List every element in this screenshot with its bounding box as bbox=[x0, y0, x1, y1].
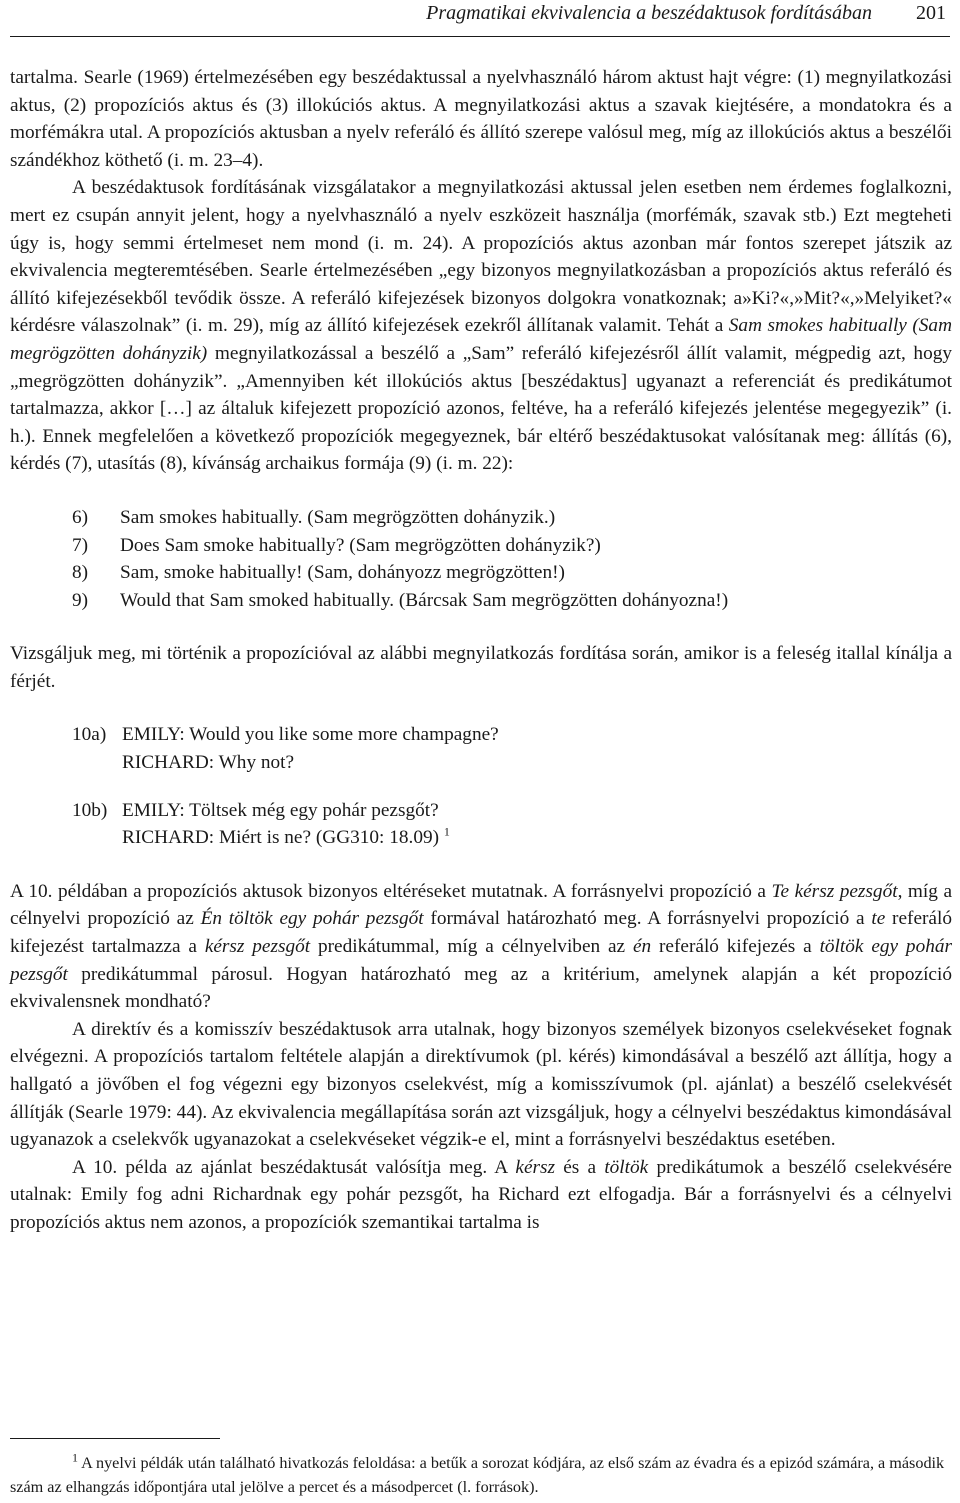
footnote: $^1$ A nyelvi példák után található hivatkozás feloldása: a betűk a sorozat kódjára, az első szám az évadra és a epizód számára, a második szám az elhangzás időpontjára utal jelölve a percet és a másodpercet (l. források). bbox=[10, 1450, 945, 1496]
footnote-number: 1 bbox=[72, 1450, 78, 1465]
example-7: 7) Does Sam smoke habitually? (Sam megrögzötten dohányzik?) bbox=[72, 534, 601, 556]
footnote-ref: 1 bbox=[443, 824, 450, 839]
page-number: 201 bbox=[916, 2, 946, 24]
example-italic: Sam smokes habitually (Sam megrögzötten dohányzik) bbox=[10, 315, 952, 364]
paragraph-1: tartalma. Searle (1969) értelmezésében egy beszédaktussal a nyelvhasználó három aktust hajt végre: (1) megnyilatkozási aktus, (2) propozíciós aktus és (3) illokúciós aktus. A megnyilatkozási aktus a szavak kiejtésére, a mondatokra és a morfémákra utal. A propozíciós aktusban a nyelv referáló és állító szerepe valósul meg, míg az illokúciós aktus a beszélői szándékhoz köthető (i. m. 23–4). bbox=[10, 67, 952, 171]
paragraph-2: A beszédaktusok fordításának vizsgálatakor a megnyilatkozási aktussal jelen esetben nem érdemes foglalkozni, mert ez csupán annyit jelent, hogy a nyelvhasználó a nyelv eszközeit használja (morfémák, szavak stb.) Ezt megteheti úgy is, hogy semmi értelmeset nem mond (i. m. 24). A propozíciós aktus azonban már fontos szerepet játszik az ekvivalencia megteremtésében. Searle értelmezésében „egy bizonyos megnyilatkozásban a propozíciós aktus referáló és állító kifejezésekből tevődik össze. A referáló kifejezések bizonyos dolgokra vonatkoznak; a»Ki?«,»Mit?«,»Melyiket?« kérdésre válaszolnak” (i. m. 29), míg az állító kifejezések ezekről állítanak valamit. Tehát a Sam smokes habitually (Sam megrögzötten dohányzik) megnyilatkozással a beszélő a „Sam” referáló kifejezésről állít valamit, mégpedig azt, hogy „megrögzötten dohányzik”. „Amennyiben két illokúciós aktus [beszédaktus] ugyanazt a referenciát és predikátumot tartalmazza, akkor […] az általuk kifejezett propozíció azonos, feltéve, ha a referáló kifejezés jelentése megegyezik” (i. h.). Ennek megfelelően a következő propozíciók megegyeznek, bár eltérő beszédaktusokat valósítanak meg: állítás (6), kérdés (7), utasítás (8), kívánság archaikus formája (9) (i. m. 22): bbox=[10, 177, 952, 475]
example-8: 8) Sam, smoke habitually! (Sam, dohányozz megrögzötten!) bbox=[72, 562, 565, 584]
example-6: 6) Sam smokes habitually. (Sam megrögzötten dohányzik.) bbox=[72, 506, 556, 528]
dialog-10a: 10a) EMILY: Would you like some more champagne? RICHARD: Why not? bbox=[72, 724, 499, 774]
body-text bbox=[10, 64, 952, 1237]
example-9: 9) Would that Sam smoked habitually. (Bárcsak Sam megrögzötten dohányozna!) bbox=[72, 589, 729, 611]
paragraph-4: A 10. példában a propozíciós aktusok bizonyos eltéréseket mutatnak. A forrásnyelvi propozíció a Te kérsz pezsgőt, míg a célnyelvi propozíció az Én töltök egy pohár pezsgőt formával határozható meg. A forrásnyelvi propozíció a te referáló kifejezést tartalmazza a kérsz pezsgőt predikátummal, míg a célnyelviben az én referáló kifejezés a töltök egy pohár pezsgőt predikátummal párosul. Hogyan határozható meg az a kritérium, amelynek alapján a két propozíció ekvivalensnek mondható? bbox=[10, 880, 953, 1013]
footnote-divider bbox=[10, 1438, 220, 1439]
running-title: Pragmatikai ekvivalencia a beszédaktusok fordításában bbox=[426, 2, 872, 24]
paragraph-3: Vizsgáljuk meg, mi történik a propozícióval az alábbi megnyilatkozás fordítása során, amikor is a feleség itallal kínálja a férjét. bbox=[10, 643, 952, 692]
running-header bbox=[10, 0, 950, 37]
dialog-10b: 10b) EMILY: Töltsek még egy pohár pezsgőt? RICHARD: Miért is ne? (GG310: 18.09) $^1$ bbox=[72, 799, 450, 849]
paragraph-6: A 10. példa az ajánlat beszédaktusát valósítja meg. A kérsz és a töltök predikátumok a beszélő cselekvésére utalnak: Emily fog adni Richardnak egy pohár pezsgőt, ha Richard ezt elfogadja. Bár a forrásnyelvi és a célnyelvi propozíciós aktus nem azonos, a propozíciók szemantikai tartalma is bbox=[10, 1156, 952, 1233]
paragraph-5: A direktív és a komisszív beszédaktusok arra utalnak, hogy bizonyos személyek bizonyos cselekvéseket fognak elvégezni. A propozíciós tartalom feltétele alapján a direktívumok (pl. kérés) kimondásával a beszélő azt állítja, hogy a hallgató a jövőben el fog végezni egy bizonyos cselekvést, míg a komisszívumok (pl. ajánlat) a beszélő cselekvését állítják (Searle 1979: 44). Az ekvivalencia megállapítása során azt vizsgáljuk, hogy a célnyelvi beszédaktus kimondásával ugyanazok a cselekvők ugyanazokat a cselekvéseket végzik-e el, mint a forrásnyelvi beszédaktus esetében. bbox=[10, 1018, 952, 1151]
